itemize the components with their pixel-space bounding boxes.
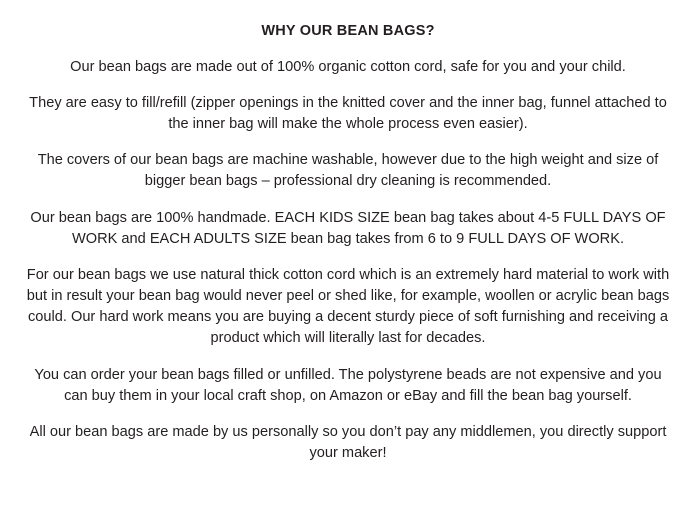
paragraph-washable: The covers of our bean bags are machine washable, however due to the high weight and size of bigger bean bags – professional dry cleaning is recommended. (37, 152, 659, 190)
page-title: WHY OUR BEAN BAGS? (261, 23, 435, 39)
paragraph-filled-unfilled: You can order your bean bags filled or unfilled. The polystyrene beads are not expensive and you can buy them in your local craft shop, on Amazon or eBay and fill the bean bag yourself. (34, 366, 662, 404)
paragraph-organic-cotton: Our bean bags are made out of 100% organic cotton cord, safe for you and your child. (70, 58, 626, 75)
paragraph-cotton-cord-quality: For our bean bags we use natural thick cotton cord which is an extremely hard material to work with but in result your bean bag would never peel or shed like, for example, woollen or acrylic bean bags could. Our hard work means you are buying a decent sturdy piece of soft furnishing and receiving a product which will literally last for decades. (26, 266, 670, 347)
paragraph-handmade: Our bean bags are 100% handmade. EACH KIDS SIZE bean bag takes about 4-5 FULL DAYS OF WORK and EACH ADULTS SIZE bean bag takes from 6 to 9 FULL DAYS OF WORK. (30, 209, 666, 247)
paragraph-fill-refill: They are easy to fill/refill (zipper openings in the knitted cover and the inner bag, funnel attached to the inner bag will make the whole process even easier). (29, 95, 667, 133)
paragraph-support-maker: All our bean bags are made by us personally so you don’t pay any middlemen, you directly support your maker! (29, 423, 667, 462)
